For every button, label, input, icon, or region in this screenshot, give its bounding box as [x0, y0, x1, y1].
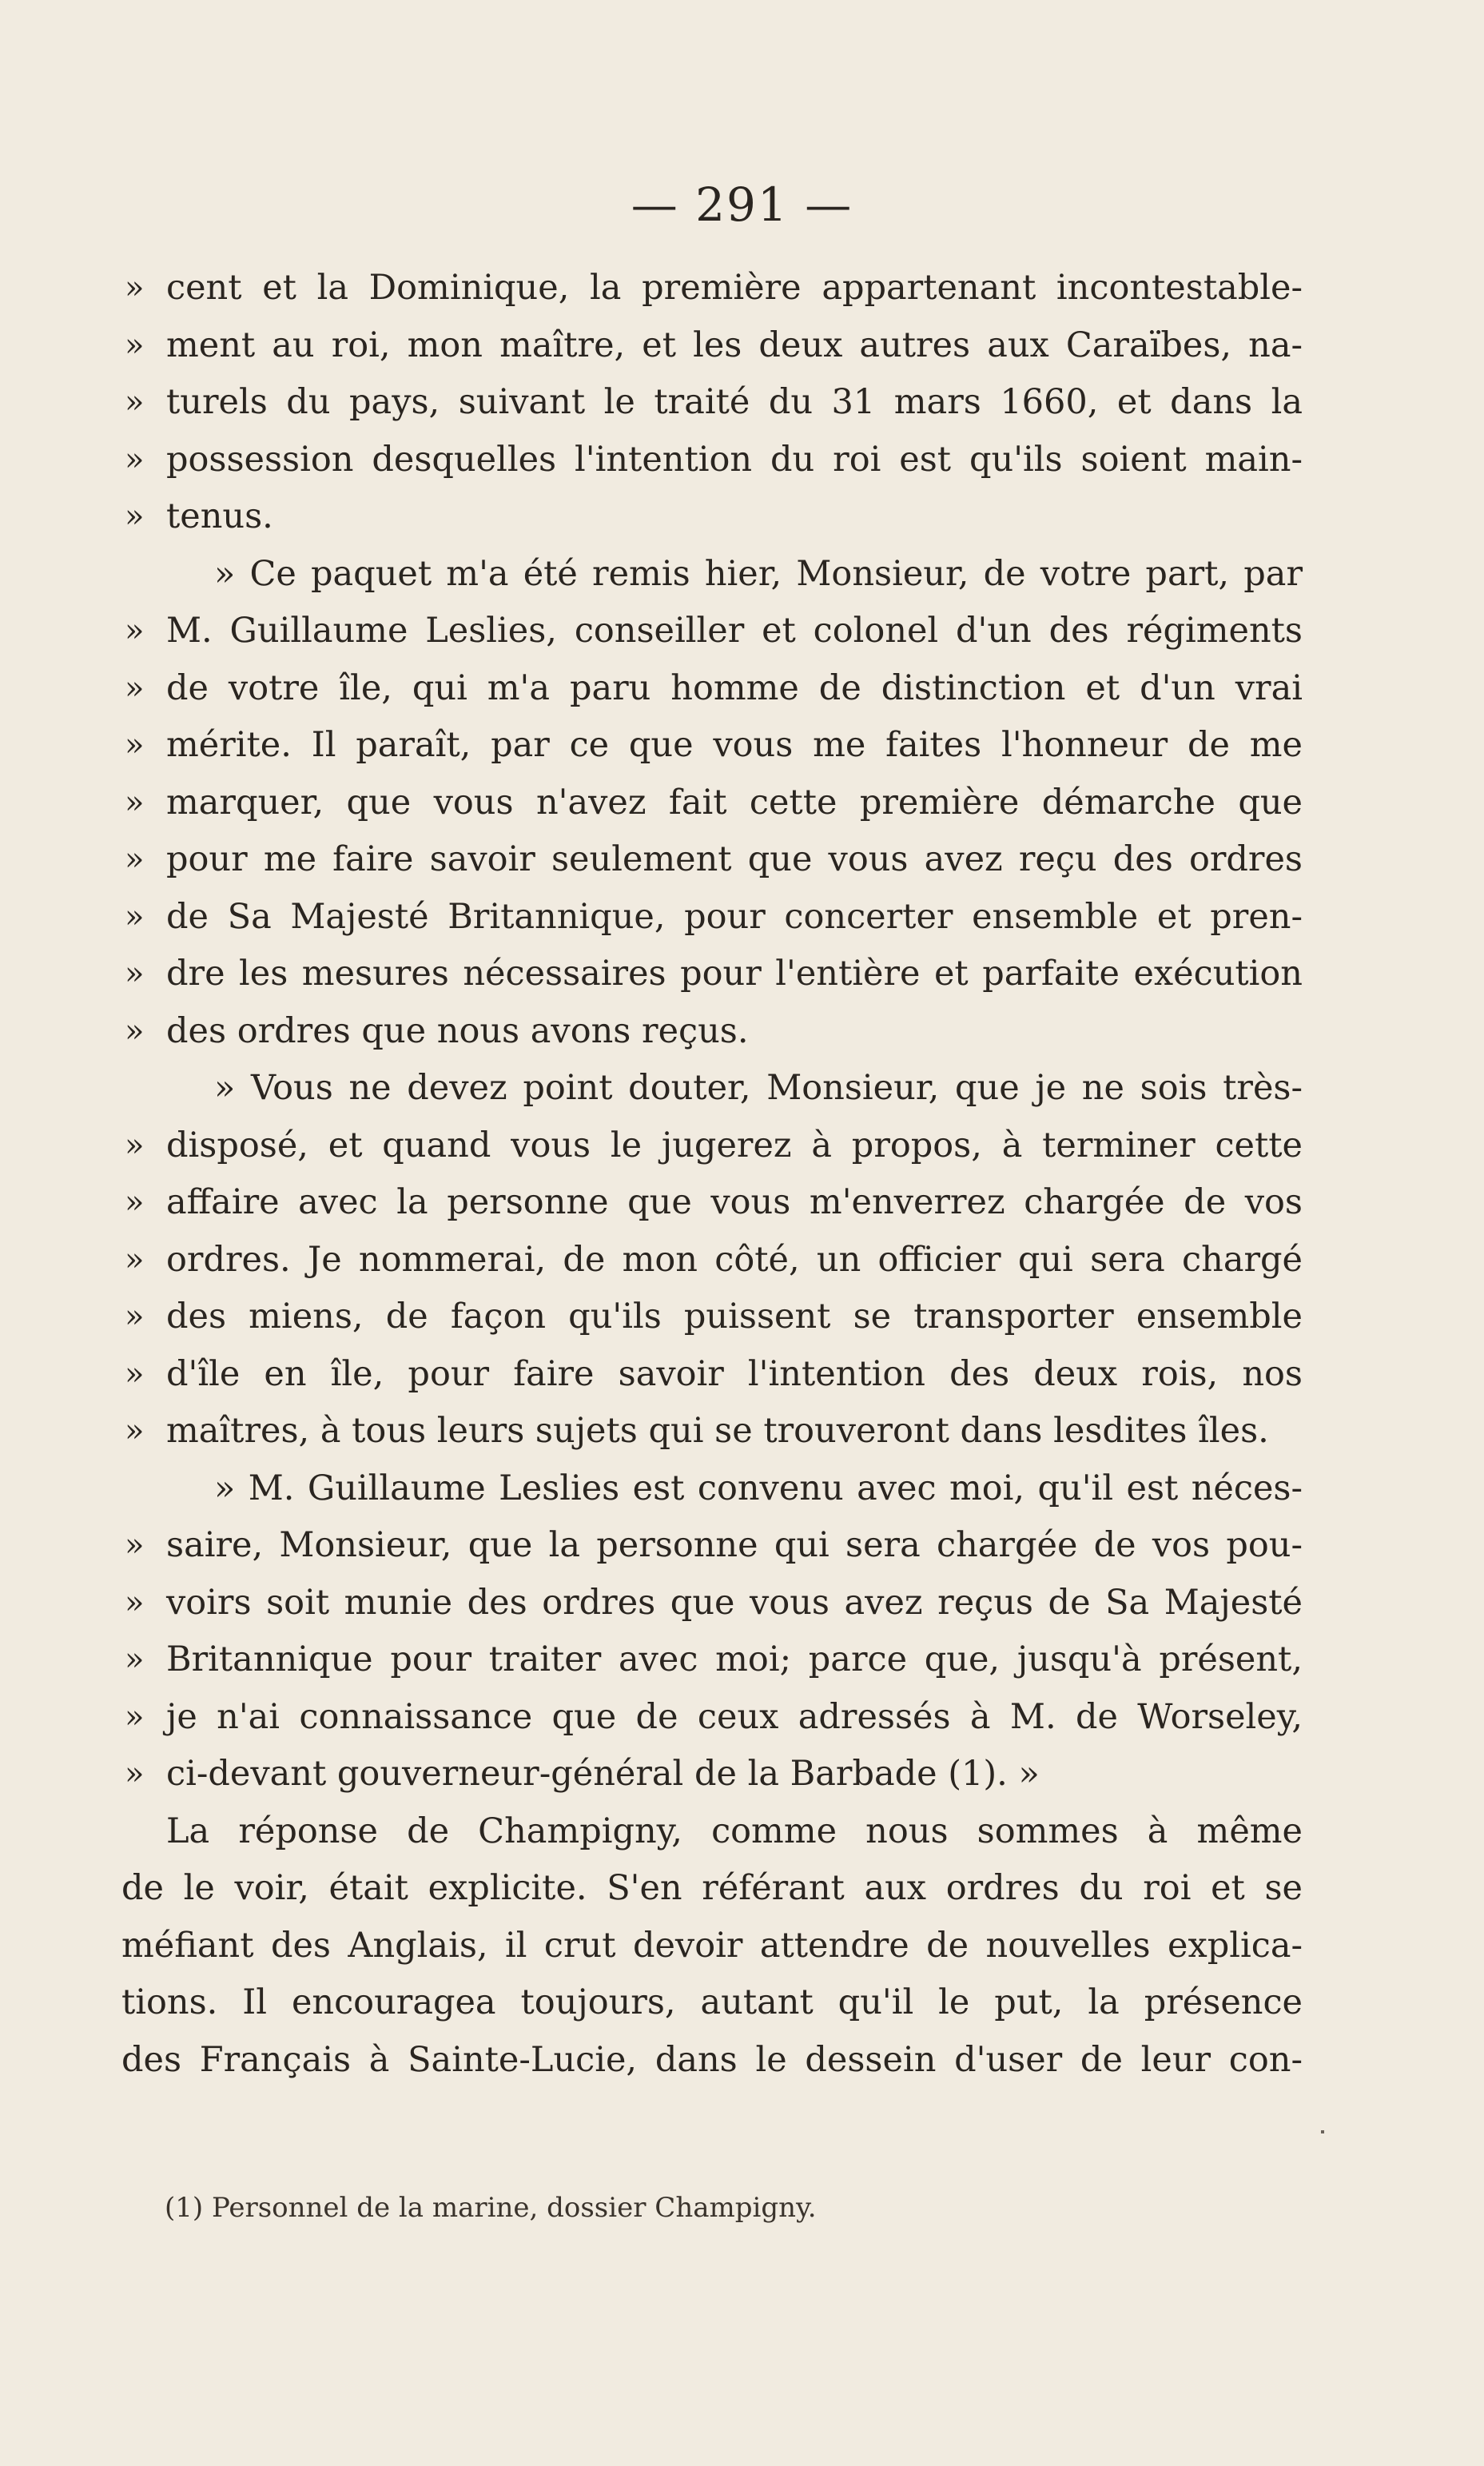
- line-text: tions. Il encouragea toujours, autant qu'il le put, la présence: [121, 1982, 1303, 2022]
- text-line: [112, 1407, 1303, 1455]
- text-line: [112, 1693, 1303, 1741]
- quote-mark: »: [125, 269, 145, 306]
- line-text: maîtres, à tous leurs sujets qui se trouveront dans lesdites îles.: [166, 1411, 1269, 1451]
- line-text: cent et la Dominique, la première appartenant incontestable-: [166, 268, 1303, 308]
- line-text: » Ce paquet m'a été remis hier, Monsieur, de votre part, par: [214, 553, 1303, 594]
- line-text: marquer, que vous n'avez fait cette première démarche que: [166, 782, 1303, 823]
- line-text: Britannique pour traiter avec moi; parce que, jusqu'à présent,: [166, 1639, 1303, 1679]
- text-line: [112, 1236, 1303, 1284]
- line-text: affaire avec la personne que vous m'enverrez chargée de vos: [166, 1182, 1303, 1222]
- text-line: [112, 378, 1303, 426]
- line-text: d'île en île, pour faire savoir l'intention des deux rois, nos: [166, 1353, 1303, 1394]
- line-text: de le voir, était explicite. S'en référant aux ordres du roi et se: [121, 1868, 1303, 1908]
- quote-mark: »: [125, 1298, 145, 1335]
- line-text: des ordres que nous avons reçus.: [166, 1010, 749, 1051]
- text-line: [112, 1178, 1303, 1226]
- text-line: [112, 1007, 1303, 1055]
- text-line: [112, 264, 1303, 312]
- quote-mark: »: [125, 1641, 145, 1678]
- line-text: » Vous ne devez point douter, Monsieur, que je ne sois très-: [214, 1068, 1303, 1108]
- footnote: (1) Personnel de la marine, dossier Champigny.: [165, 2192, 817, 2224]
- text-line: [112, 664, 1303, 712]
- text-line: [112, 492, 1303, 540]
- text-line: [112, 1978, 1303, 2026]
- text-line: [112, 436, 1303, 484]
- text-line: [112, 1750, 1303, 1798]
- quote-mark: »: [125, 1355, 145, 1392]
- quote-mark: »: [125, 1698, 145, 1735]
- line-text: tenus.: [166, 496, 273, 536]
- ink-speck: [1321, 2130, 1324, 2133]
- text-line: [112, 1464, 1303, 1512]
- text-line: [112, 1064, 1303, 1112]
- text-line: [112, 1635, 1303, 1683]
- quote-mark: »: [125, 1241, 145, 1278]
- line-text: disposé, et quand vous le jugerez à propos, à terminer cette: [166, 1125, 1303, 1165]
- text-line: [112, 835, 1303, 883]
- text-line: [112, 950, 1303, 998]
- quote-mark: »: [125, 727, 145, 763]
- line-text: voirs soit munie des ordres que vous avez reçus de Sa Majesté: [166, 1582, 1303, 1623]
- quote-mark: »: [125, 1584, 145, 1621]
- text-line: [112, 721, 1303, 769]
- quote-mark: »: [125, 384, 145, 420]
- quote-mark: »: [125, 1527, 145, 1564]
- quote-mark: »: [125, 898, 145, 935]
- quote-mark: »: [125, 1755, 145, 1792]
- line-text: » M. Guillaume Leslies est convenu avec moi, qu'il est néces-: [214, 1468, 1303, 1508]
- line-text: je n'ai connaissance que de ceux adressés à M. de Worseley,: [166, 1696, 1303, 1737]
- line-text: La réponse de Champigny, comme nous sommes à même: [166, 1811, 1303, 1851]
- quote-mark: »: [125, 326, 145, 364]
- line-text: dre les mesures nécessaires pour l'entière et parfaite exécution: [166, 954, 1303, 994]
- quote-mark: »: [125, 612, 145, 649]
- line-text: turels du pays, suivant le traité du 31 mars 1660, et dans la: [166, 382, 1303, 422]
- text-line: [112, 550, 1303, 598]
- quote-mark: »: [125, 1412, 145, 1449]
- line-text: ment au roi, mon maître, et les deux autres aux Caraïbes, na-: [166, 325, 1303, 365]
- text-line: [112, 1864, 1303, 1912]
- line-text: de Sa Majesté Britannique, pour concerter ensemble et pren-: [166, 896, 1303, 937]
- text-line: [112, 1521, 1303, 1569]
- line-text: M. Guillaume Leslies, conseiller et colonel d'un des régiments: [166, 611, 1303, 651]
- text-line: [112, 1579, 1303, 1627]
- line-text: des Français à Sainte-Lucie, dans le dessein d'user de leur con-: [121, 2039, 1303, 2080]
- text-line: [112, 1293, 1303, 1341]
- quote-mark: »: [125, 440, 145, 478]
- line-text: possession desquelles l'intention du roi est qu'ils soient main-: [166, 439, 1303, 480]
- quote-mark: »: [125, 669, 145, 707]
- quote-mark: »: [125, 1012, 145, 1050]
- line-text: des miens, de façon qu'ils puissent se transporter ensemble: [166, 1297, 1303, 1337]
- line-text: mérite. Il paraît, par ce que vous me faites l'honneur de me: [166, 725, 1303, 765]
- line-text: méfiant des Anglais, il crut devoir attendre de nouvelles explica-: [121, 1925, 1303, 1966]
- line-text: de votre île, qui m'a paru homme de distinction et d'un vrai: [166, 667, 1303, 708]
- text-line: [112, 1350, 1303, 1398]
- quote-mark: »: [125, 1126, 145, 1164]
- line-text: saire, Monsieur, que la personne qui sera chargée de vos pou-: [166, 1525, 1303, 1565]
- quote-mark: »: [125, 841, 145, 878]
- text-line: [112, 607, 1303, 655]
- text-line: [112, 1922, 1303, 1970]
- line-text: pour me faire savoir seulement que vous avez reçu des ordres: [166, 839, 1303, 879]
- text-line: [112, 2036, 1303, 2084]
- quote-mark: »: [125, 1184, 145, 1221]
- text-line: [112, 1807, 1303, 1855]
- line-text: ordres. Je nommerai, de mon côté, un officier qui sera chargé: [166, 1239, 1303, 1280]
- text-line: [112, 779, 1303, 827]
- text-line: [112, 1121, 1303, 1169]
- quote-mark: »: [125, 498, 145, 535]
- quote-mark: »: [125, 783, 145, 821]
- quote-mark: »: [125, 955, 145, 992]
- text-line: [112, 321, 1303, 369]
- text-line: [112, 893, 1303, 941]
- line-text: ci-devant gouverneur-général de la Barbade (1). »: [166, 1754, 1040, 1794]
- page-number: — 291 —: [631, 177, 853, 232]
